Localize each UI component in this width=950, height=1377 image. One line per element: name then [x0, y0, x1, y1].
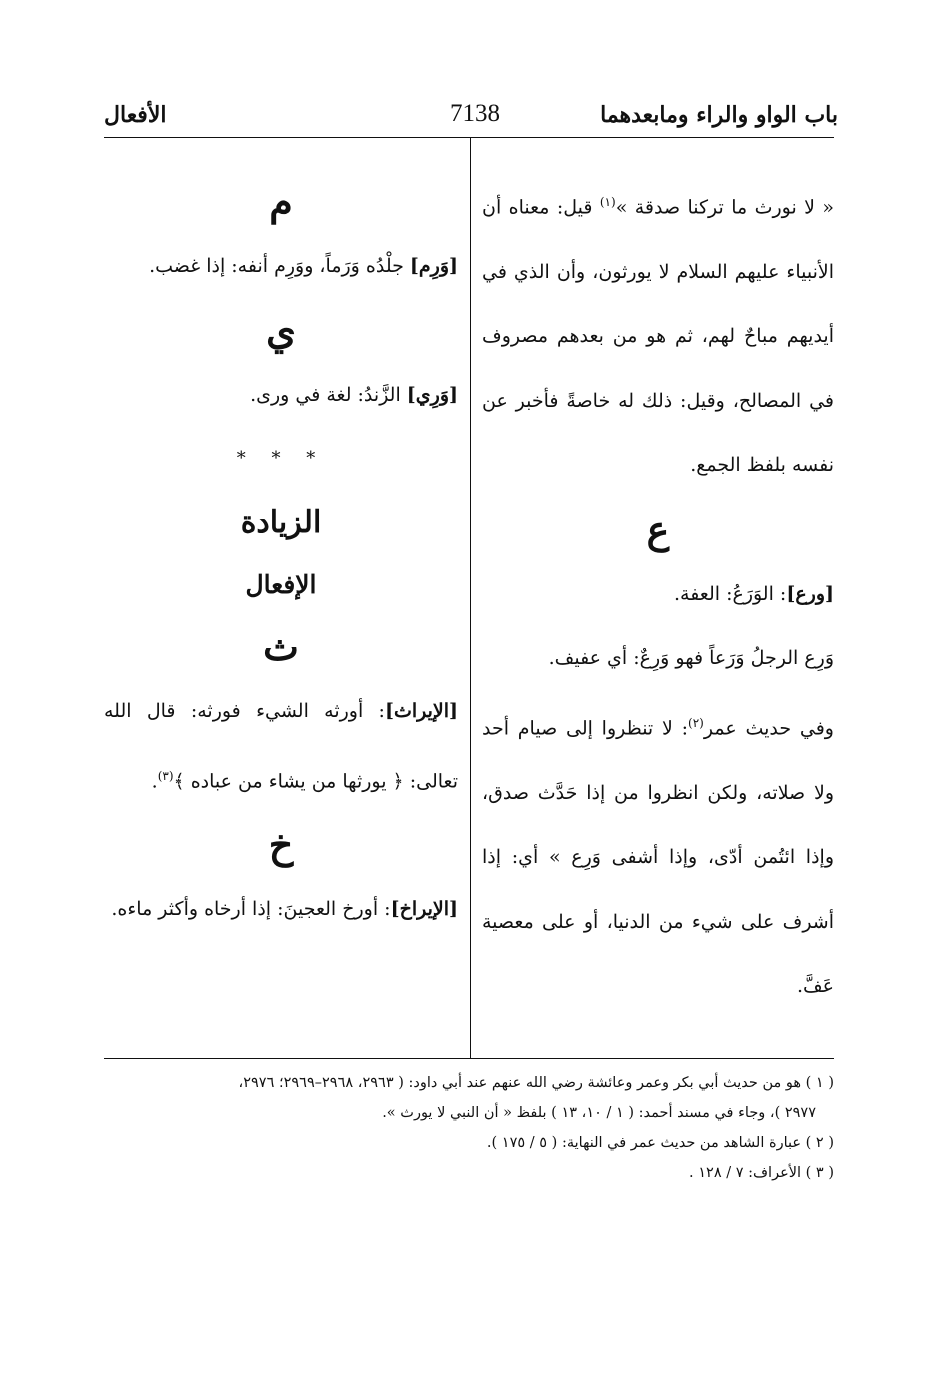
- hadith-paragraph: [482, 170, 834, 498]
- section-separator: * * *: [236, 448, 326, 469]
- entry-headword: [الإيراث]: [384, 700, 458, 722]
- umar-hadith: [482, 691, 834, 1019]
- footnote-3: ( ٣ ) الأعراف: ٧ / ١٢٨ .: [689, 1165, 834, 1181]
- footnote-ref-2: (٢): [688, 715, 704, 730]
- letter-heading-tha: ث: [263, 624, 299, 669]
- right-column: [482, 170, 834, 1019]
- entry-example: وَرِع الرجلُ وَرَعاً فهو وَرِعٌ: أي عفيف.: [548, 647, 834, 670]
- entry-end: .: [151, 769, 158, 792]
- heading-ziyada: الزيادة: [240, 505, 322, 540]
- entry-definition: : أورخ العجينَ: إذا أرخاه وأكثر ماءه.: [111, 898, 391, 921]
- entry-definition: : الوَرَعُ: العفة.: [673, 582, 787, 605]
- entry-irakh: [104, 877, 458, 942]
- section-title: الأفعال: [104, 102, 167, 128]
- letter-heading-ya: ي: [266, 307, 296, 353]
- letter-heading-mim: م: [269, 179, 293, 224]
- footnote-ref-1: (١): [599, 195, 616, 209]
- footnote-1-cont: ٢٩٧٧ )، وجاء في مسند أحمد: ( ١ / ١٠، ١٣ ) بلفظ « أن النبي لا يورث ».: [382, 1105, 816, 1121]
- footnotes: [104, 1068, 834, 1188]
- umar-hadith-text: : لا تنظروا إلى صيام أحد ولا صلاته، ولكن انظروا من إذا حَدَّث صدق، وإذا ائتُمن أدّى، وإذا أشفى وَرِع » أي: إذا أشرف على شيء من الدنيا، أو على معصية عَفَّ.: [482, 717, 834, 998]
- header-rule: [104, 137, 834, 138]
- entry-headword: [الإيراخ]: [390, 898, 458, 921]
- hadith-quote: « لا نورث ما تركنا صدقة »: [615, 196, 835, 219]
- entry-headword: [وَرِي]: [406, 383, 458, 406]
- column-divider: [470, 138, 471, 1058]
- entry-definition: جلْدُه وَرَماً، ووَرِم أنفه: إذا غضب.: [149, 255, 410, 277]
- umar-hadith-intro: وفي حديث عمر: [703, 717, 834, 740]
- footnote-1: ( ١ ) هو من حديث أبي بكر وعمر وعائشة رضي الله عنهم عند أبي داود: ( ٢٩٦٣، ٢٩٦٨–٢٩٦٩؛ ٢٩٧٦،: [238, 1075, 834, 1091]
- entry-headword: [وَرِم]: [409, 255, 458, 277]
- entry-definition: الزَّندُ: لغة في ورى.: [250, 383, 407, 406]
- left-column: [104, 170, 458, 942]
- entry-definition: : أورثه الشيء فورثه: قال الله تعالى: ﴿ يورثها من يشاء من عباده ﴾: [104, 700, 458, 792]
- page-number: 7138: [450, 100, 500, 127]
- entry-warim: [104, 234, 458, 299]
- footnote-2: ( ٢ ) عبارة الشاهد من حديث عمر في النهاية: ( ٥ / ١٧٥ ).: [486, 1135, 834, 1151]
- footnote-ref-3: (٣): [157, 768, 174, 783]
- entry-irath: [104, 679, 458, 813]
- letter-heading-kha: خ: [268, 822, 294, 868]
- heading-ifaal: الإفعال: [245, 570, 317, 599]
- chapter-title: باب الواو والراء ومابعدهما: [600, 102, 838, 128]
- entry-wari: [104, 363, 458, 428]
- entry-wara: [482, 562, 834, 627]
- letter-heading-ain: ع: [646, 506, 670, 552]
- hadith-explanation: قيل: معناه أن الأنبياء عليهم السلام لا يورثون، وأن الذي في أيديهم مباحٌ لهم، ثم هو من بعدهم مصروف في المصالح، وقيل: ذلك له خاصةً فأخبر عن نفسه بلفظ الجمع.: [482, 196, 834, 477]
- footnote-rule: [104, 1058, 834, 1059]
- entry-headword: [ورع]: [786, 582, 834, 605]
